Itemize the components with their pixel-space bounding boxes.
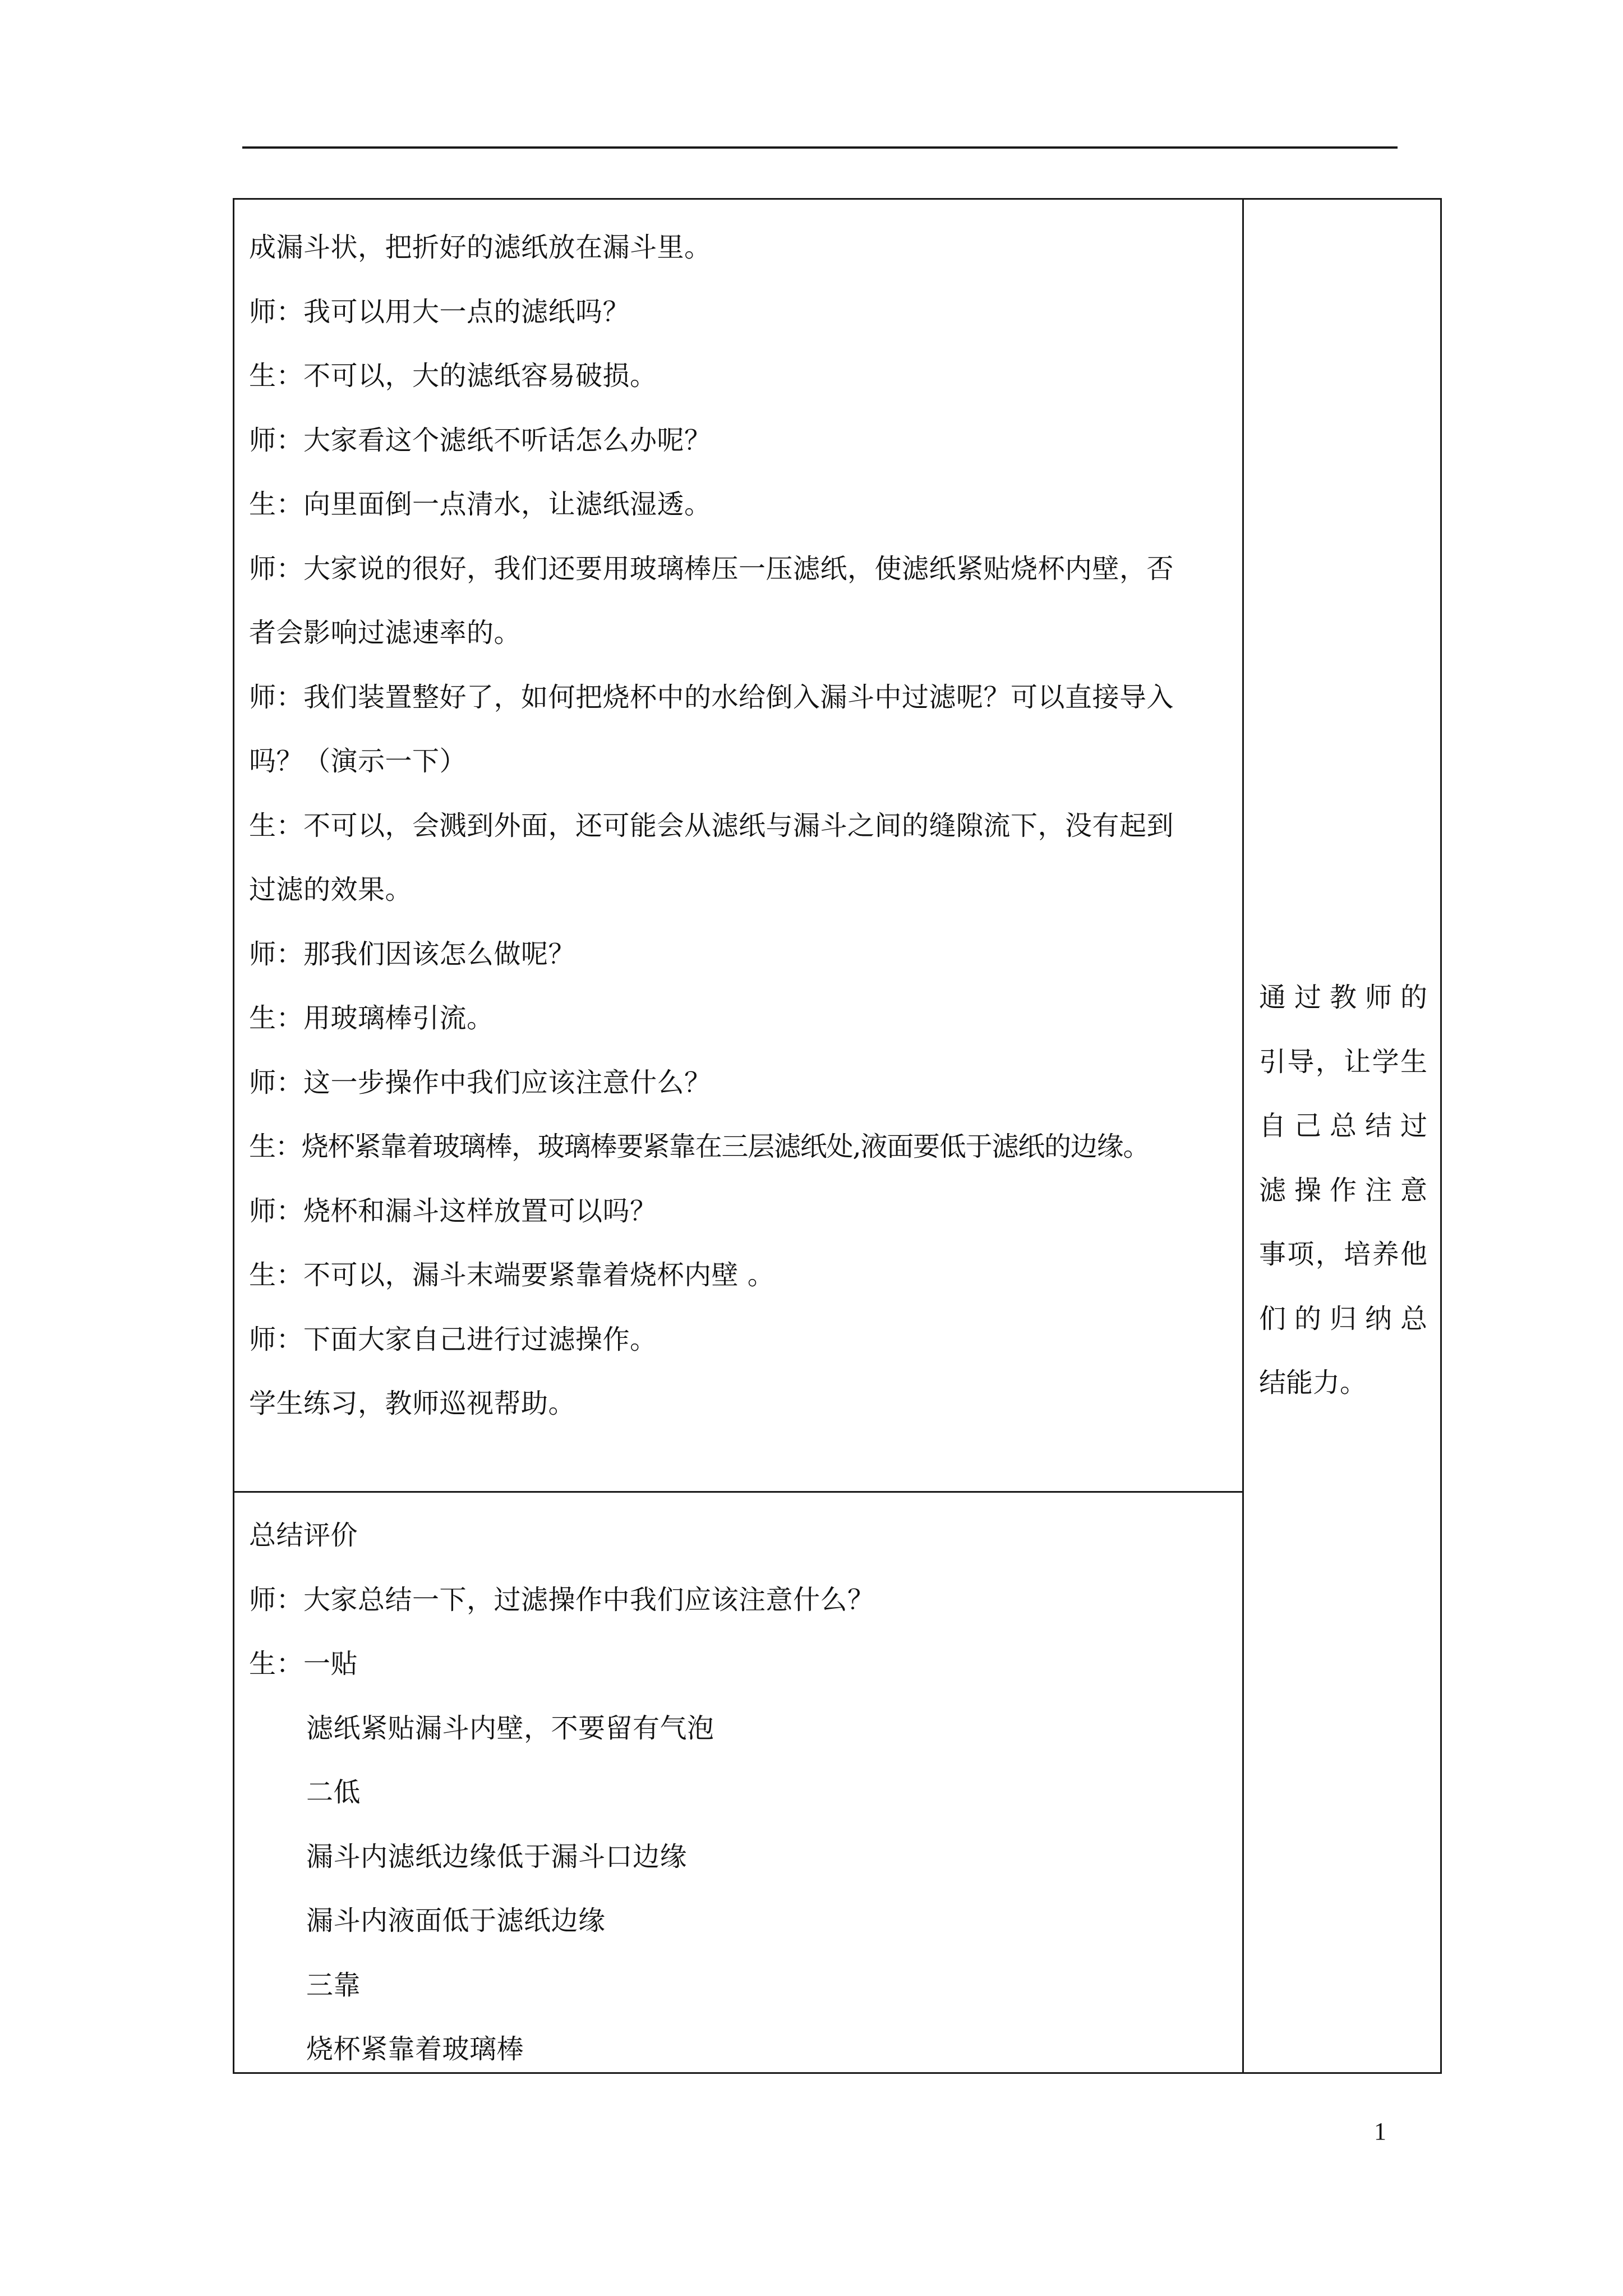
side-char: 力 bbox=[1313, 1367, 1340, 1398]
side-char: 滤 bbox=[1259, 1174, 1287, 1206]
summary-cell bbox=[249, 1503, 1236, 2082]
lesson-table bbox=[233, 198, 1442, 2074]
teaching-process-cell bbox=[249, 215, 1236, 1436]
text-line: 生：不可以，漏斗末端要紧靠着烧杯内壁 。 bbox=[249, 1259, 775, 1291]
text-line: 师：大家看这个滤纸不听话怎么办呢？ bbox=[249, 424, 712, 456]
side-char: 养 bbox=[1372, 1239, 1399, 1270]
side-char: 的 bbox=[1400, 982, 1427, 1013]
text-line: 师：大家说的很好，我们还要用玻璃棒压一压滤纸，使滤纸紧贴烧杯内壁，否 bbox=[249, 553, 1174, 585]
side-char: 师 bbox=[1364, 982, 1392, 1013]
text-line: 生：用玻璃棒引流。 bbox=[249, 1002, 494, 1034]
side-char: 归 bbox=[1329, 1303, 1357, 1335]
text-line: 过滤的效果。 bbox=[249, 874, 413, 905]
text-line: 师：下面大家自己进行过滤操作。 bbox=[249, 1323, 657, 1355]
side-char: 过 bbox=[1400, 1110, 1427, 1142]
indented-line: 烧杯紧靠着玻璃棒 bbox=[306, 2033, 524, 2065]
side-char: 意 bbox=[1400, 1174, 1427, 1206]
side-char: 的 bbox=[1294, 1303, 1321, 1335]
indented-line: 三靠 bbox=[306, 1969, 361, 2001]
side-char: 结 bbox=[1364, 1110, 1392, 1142]
side-char: 操 bbox=[1294, 1174, 1321, 1206]
side-char: 自 bbox=[1259, 1110, 1287, 1142]
text-line: 师：烧杯和漏斗这样放置可以吗？ bbox=[249, 1195, 657, 1227]
side-char: 己 bbox=[1294, 1110, 1321, 1142]
text-line: 师：这一步操作中我们应该注意什么？ bbox=[249, 1066, 712, 1098]
text-line: 者会影响过滤速率的。 bbox=[249, 617, 522, 648]
design-intent-cell bbox=[1259, 965, 1427, 1415]
side-char: 引 bbox=[1259, 1046, 1287, 1078]
side-text-line bbox=[1259, 1030, 1427, 1094]
side-text-line bbox=[1259, 1287, 1427, 1351]
side-char: 总 bbox=[1329, 1110, 1357, 1142]
row-divider bbox=[234, 1491, 1242, 1493]
text-line: 成漏斗状，把折好的滤纸放在漏斗里。 bbox=[249, 232, 712, 263]
side-text-line bbox=[1259, 965, 1427, 1030]
indented-line: 滤纸紧贴漏斗内壁，不要留有气泡 bbox=[306, 1712, 714, 1744]
side-char: 纳 bbox=[1364, 1303, 1392, 1335]
side-text-line bbox=[1259, 1222, 1427, 1287]
side-char: 总 bbox=[1400, 1303, 1427, 1335]
side-text-line bbox=[1259, 1351, 1427, 1415]
side-char: 让 bbox=[1344, 1046, 1371, 1078]
column-divider bbox=[1242, 200, 1244, 2072]
side-char: ， bbox=[1315, 1046, 1343, 1078]
text-line: 生：一贴 bbox=[249, 1648, 358, 1680]
side-char: 。 bbox=[1340, 1367, 1367, 1398]
indented-line: 漏斗内液面低于滤纸边缘 bbox=[306, 1905, 606, 1936]
indented-line: 二低 bbox=[306, 1777, 361, 1808]
indented-line: 漏斗内滤纸边缘低于漏斗口边缘 bbox=[306, 1841, 688, 1872]
text-line: 生：烧杯紧靠着玻璃棒，玻璃棒要紧靠在三层滤纸处,液面要低于滤纸的边缘。 bbox=[249, 1131, 1150, 1162]
text-line: 生：向里面倒一点清水，让滤纸湿透。 bbox=[249, 489, 712, 520]
side-char: 能 bbox=[1286, 1367, 1313, 1398]
side-char: 项 bbox=[1287, 1239, 1315, 1270]
text-line: 生：不可以，会溅到外面，还可能会从滤纸与漏斗之间的缝隙流下，没有起到 bbox=[249, 809, 1174, 841]
side-char: 通 bbox=[1259, 982, 1287, 1013]
side-char: 事 bbox=[1259, 1239, 1287, 1270]
text-line: 吗？（演示一下） bbox=[249, 746, 467, 777]
side-char: 学 bbox=[1372, 1046, 1399, 1078]
text-line: 师：大家总结一下，过滤操作中我们应该注意什么？ bbox=[249, 1584, 875, 1616]
side-char: 结 bbox=[1259, 1367, 1287, 1398]
side-char: ， bbox=[1315, 1239, 1343, 1270]
side-char: 导 bbox=[1287, 1046, 1315, 1078]
side-char: 作 bbox=[1329, 1174, 1357, 1206]
summary-heading: 总结评价 bbox=[249, 1520, 358, 1551]
side-char: 过 bbox=[1294, 982, 1321, 1013]
header-rule bbox=[242, 146, 1398, 149]
side-text-line bbox=[1259, 1094, 1427, 1158]
text-line: 学生练习，教师巡视帮助。 bbox=[249, 1388, 576, 1419]
side-char: 们 bbox=[1259, 1303, 1287, 1335]
side-char: 教 bbox=[1329, 982, 1357, 1013]
text-line: 师：那我们因该怎么做呢？ bbox=[249, 938, 576, 970]
side-char: 培 bbox=[1344, 1239, 1371, 1270]
side-char: 他 bbox=[1400, 1239, 1427, 1270]
text-line: 师：我可以用大一点的滤纸吗？ bbox=[249, 296, 630, 328]
text-line: 生：不可以，大的滤纸容易破损。 bbox=[249, 360, 657, 392]
text-line: 师：我们装置整好了，如何把烧杯中的水给倒入漏斗中过滤呢？可以直接导入 bbox=[249, 681, 1174, 713]
side-char: 注 bbox=[1364, 1174, 1392, 1206]
page-number: 1 bbox=[1374, 2118, 1386, 2145]
side-char: 生 bbox=[1400, 1046, 1427, 1078]
side-text-line bbox=[1259, 1158, 1427, 1223]
